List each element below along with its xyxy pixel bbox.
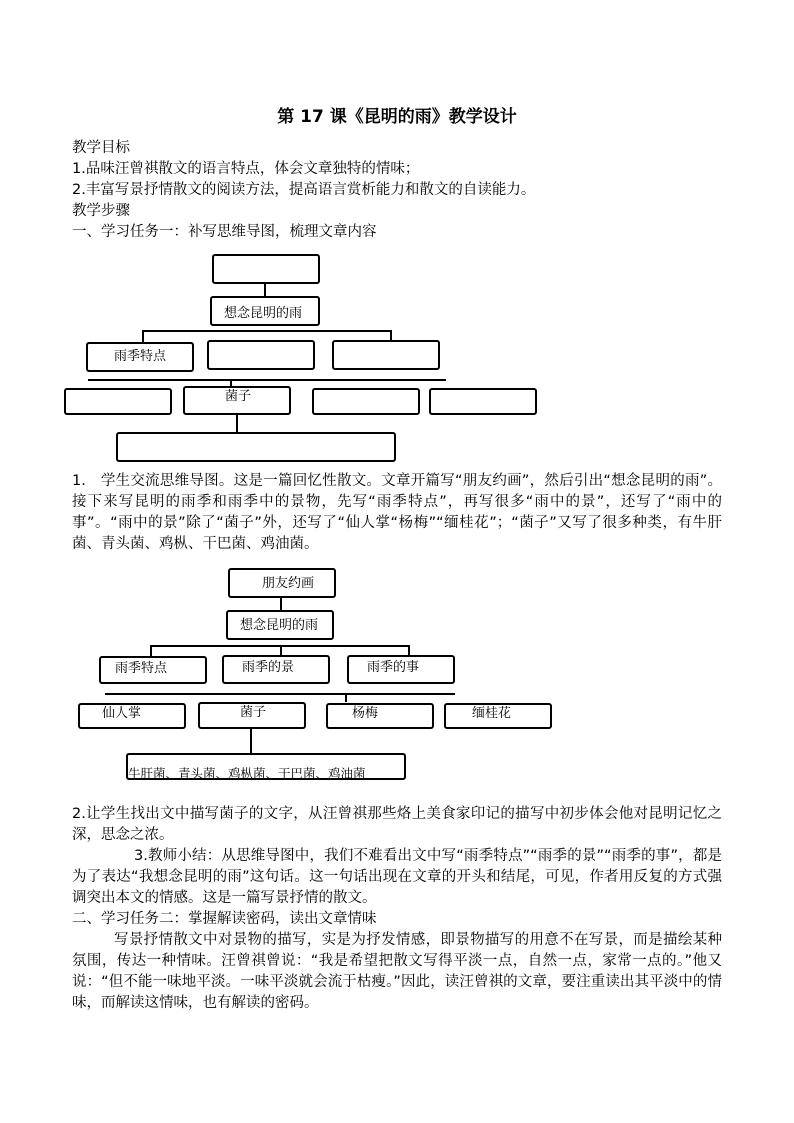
task1-heading: 一、学习任务一：补写思维导图，梳理文章内容 [72,224,377,240]
connector [142,330,144,342]
map1-row3-box-2: 菌子 [183,386,291,415]
map2-bottom-box: 牛肝菌、青头菌、鸡枞菌、干巴菌、鸡油菌 [126,753,406,780]
page-title: 第 17 课《昆明的雨》教学设计 [277,107,517,127]
connector [88,379,446,381]
map2-top-box: 朋友约画 [228,568,336,598]
map2-center-box: 想念昆明的雨 [226,610,334,640]
connector [264,284,266,296]
paragraph-2: 2.让学生找出文中描写菌子的文字，从汪曾祺那些烙上美食家印记的描写中初步体会他对昆明记忆之深，思念之浓。 [72,806,722,843]
map1-row2-box-3 [332,340,440,370]
map2-row3-box-4: 缅桂花 [444,703,552,729]
task2-heading: 二、学习任务二：掌握解读密码，读出文章情味 [72,911,377,927]
steps-heading: 教学步骤 [72,203,130,219]
map2-row3-box-2: 菌子 [198,702,306,729]
map1-row3-box-1 [64,388,172,415]
connector [280,598,282,610]
map1-row2-box-1: 雨季特点 [86,342,194,372]
map2-row3-box-3: 杨梅 [326,703,434,729]
paragraph-4: 写景抒情散文中对景物的描写，实是为抒发情感，即景物描写的用意不在写景，而是描绘某种氛围，传达一种情味。汪曾祺曾说：“我是希望把散文写得平淡一点，自然一点，家常一点的。”他又说：“但不能一味地平淡。一味平淡就会流于枯瘦。”因此，读汪曾祺的文章，要注重读出其平淡中的情味，而解读这情味，也有解读的密码。 [72,932,722,1011]
map2-row2-box-3: 雨季的事 [347,655,455,684]
connector [150,645,152,656]
map1-top-box [212,254,320,284]
goals-heading: 教学目标 [72,140,130,156]
map1-row3-box-4 [429,388,537,415]
map1-bottom-box [116,432,396,462]
map1-row2-box-2 [207,340,315,370]
map1-center-box: 想念昆明的雨 [210,296,320,326]
paragraph-3: 3.教师小结：从思维导图中，我们不难看出文中写“雨季特点”“雨季的景”“雨季的事”，都是为了表达“我想念昆明的雨”这句话。这一句话出现在文章的开头和结尾，可见，作者用反复的方式强调突出本文的情感。这是一篇写景抒情的散文。 [72,848,722,906]
connector [142,330,392,332]
map1-row3-box-3 [312,388,420,415]
goal-1: 1.品味汪曾祺散文的语言特点，体会文章独特的情味； [72,161,420,177]
map2-row2-box-1: 雨季特点 [99,656,207,684]
connector [345,695,347,702]
paragraph-1: 1. 学生交流思维导图。这是一篇回忆性散文。文章开篇写“朋友约画”，然后引出“想念昆明的雨”。接下来写昆明的雨季和雨季中的景物，先写“雨季特点”，再写很多“雨中的景”，还写了“雨中的事”。“雨中的景”除了“菌子”外，还写了“仙人掌“杨梅”“缅桂花”；“菌子”又写了很多种类，有牛肝菌、青头菌、鸡枞、干巴菌、鸡油菌。 [72,473,722,552]
map2-row2-box-2: 雨季的景 [222,655,330,684]
map2-row3-box-1: 仙人掌 [78,703,186,729]
goal-2: 2.丰富写景抒情散文的阅读方法，提高语言赏析能力和散文的自读能力。 [72,182,536,198]
connector [250,729,252,753]
connector [105,693,455,695]
